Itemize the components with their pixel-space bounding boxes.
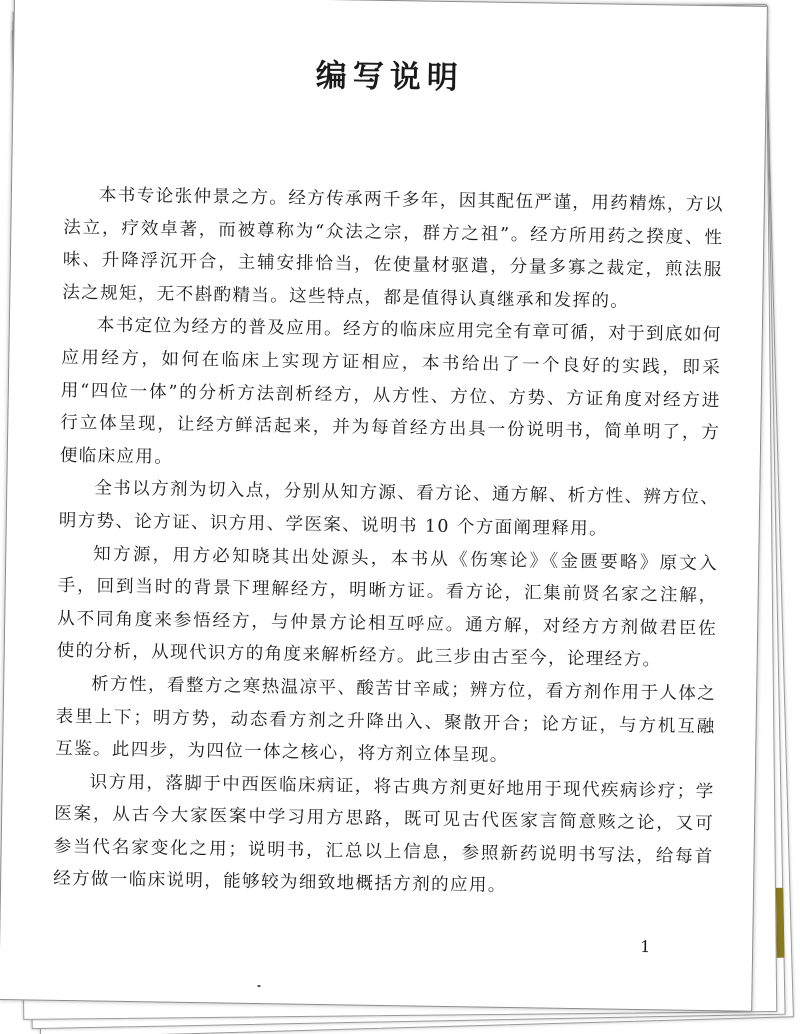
paragraph: 全书以方剂为切入点，分别从知方源、看方论、通方解、析方性、辨方位、明方势、论方证、识方用、学医案、说明书 10 个方面阐理释用。 xyxy=(58,478,720,540)
paragraph: 知方源，用方必知晓其出处源头，本书从《伤寒论》《金匮要略》原文入手，回到当时的背景下理解经方，明晰方证。看方论，汇集前贤名家之注解，从不同角度来参悟经方，与仲景方论相互呼应。通方解，对经方方剂做君臣佐使的分析，从现代识方的角度来解析经方。此三步由古至今，论理经方。 xyxy=(56,543,719,671)
paragraph: 本书专论张仲景之方。经方传承两千多年，因其配伍严谨，用药精炼，方以法立，疗效卓著，而被尊称为“众法之宗，群方之祖”。经方所用药之揆度、性味、升降浮沉开合，主辅安排恰当，佐使量材驱遣，分量多寡之裁定，煎法服法之规矩，无不斟酌精当。这些特点，都是值得认真继承和发挥的。 xyxy=(62,185,724,312)
page-number: 1 xyxy=(640,937,651,957)
paragraph: 析方性，看整方之寒热温凉平、酸苦甘辛咸；辨方位，看方剂作用于人体之表里上下；明方势，动态看方剂之升降出入、聚散开合；论方证，与方机互融互鉴。此四步，为四位一体之核心，将方剂立体呈现。 xyxy=(55,674,717,767)
paragraph: 识方用，落脚于中西医临床病证，将古典方剂更好地用于现代疾病诊疗；学医案，从古今大家医案中学习用方思路，既可见古代医家言简意赅之论，又可参当代名家变化之用；说明书，汇总以上信息，参照新药说明书写法，给每首经方做一临床说明，能够较为细致地概括方剂的应用。 xyxy=(52,772,715,897)
print-speck xyxy=(257,985,260,987)
page-title: 编写说明 xyxy=(315,57,465,97)
body-text xyxy=(53,179,724,906)
paragraph: 本书定位为经方的普及应用。经方的临床应用完全有章可循，对于到底如何应用经方，如何在临床上实现方证相应，本书给出了一个良好的实践，即采用“四位一体”的分析方法剖析经方，从方性、方位、方势、方证角度对经方进行立体呈现，让经方鲜活起来，并为每首经方出具一份说明书，简单明了，方便临床应用。 xyxy=(59,315,722,468)
